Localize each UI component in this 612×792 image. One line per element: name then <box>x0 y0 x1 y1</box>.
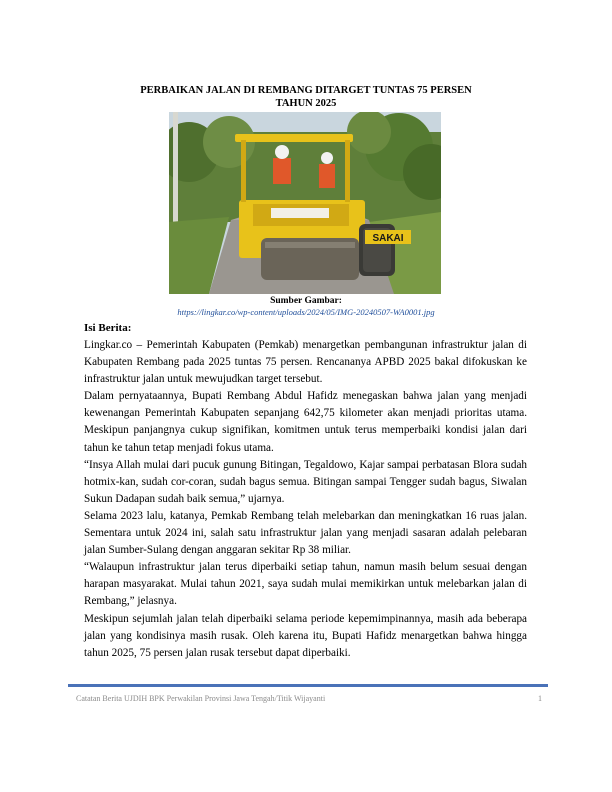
image-caption-label: Sumber Gambar: <box>270 296 342 306</box>
paragraph: Lingkar.co – Pemerintah Kabupaten (Pemkab) menargetkan pembangunan infrastruktur jalan di Kabupaten Rembang pada 2025 tuntas 75 persen. Rencananya APBD 2025 bakal difokuskan ke infrastruktur jalan untuk mewujudkan target tersebut. <box>84 339 527 386</box>
document-title <box>100 84 512 110</box>
footer-text: Catatan Berita UJDIH BPK Perwakilan Provinsi Jawa Tengah/Titik Wijayanti <box>76 694 326 703</box>
roller-brand-text: SAKAI <box>372 233 404 244</box>
paragraph: “Walaupun infrastruktur jalan terus diperbaiki setiap tahun, namun masih belum sesuai dengan harapan masyarakat. Mulai tahun 2021, saya sudah mulai memikirkan untuk melebarkan jalan di Rembang,” jelasnya. <box>84 561 527 608</box>
paragraph: Selama 2023 lalu, katanya, Pemkab Rembang telah melebarkan dan meningkatkan 16 ruas jalan. Sementara untuk 2024 ini, salah satu infrastruktur jalan yang menjadi sasaran adalah pelebaran jalan Sumber-Sulang dengan anggaran sekitar Rp 38 miliar. <box>84 509 527 557</box>
paragraph: Meskipun sejumlah jalan telah diperbaiki selama periode kepemimpinannya, masih ada beberapa jalan yang kondisinya masih rusak. Oleh karena itu, Bupati Hafidz menargetkan bahwa hingga tahun 2025, 75 persen jalan rusak tersebut dapat diperbaiki. <box>84 612 527 659</box>
image-caption-url[interactable]: https://lingkar.co/wp-content/uploads/2024/05/IMG-20240507-WA0001.jpg <box>177 307 435 317</box>
title-line-1: PERBAIKAN JALAN DI REMBANG DITARGET TUNTAS 75 PERSEN <box>140 85 472 96</box>
paragraph: Dalam pernyataannya, Bupati Rembang Abdul Hafidz menegaskan bahwa jalan yang menjadi kewenangan Pemerintah Kabupaten sepanjang 642,75 kilometer akan menjadi prioritas utama. Meskipun panjangnya cukup signifikan, komitmen untuk terus memperbaiki kondisi jalan dari tahun ke tahun tetap menjadi fokus utama. <box>84 390 527 454</box>
footer-divider <box>68 684 548 687</box>
paragraph: “Insya Allah mulai dari pucuk gunung Bitingan, Tegaldowo, Kajar sampai perbatasan Blora sudah hotmix-kan, sudah cor-coran, sudah bagus semua. Bitingan sampai Tengger sudah bagus, Siwalan Sukun Dadapan sudah baik semua,” ujarnya. <box>84 458 527 505</box>
news-photo <box>169 112 441 294</box>
page-footer <box>76 694 542 704</box>
title-line-2: TAHUN 2025 <box>275 98 337 109</box>
page-number: 1 <box>538 694 542 703</box>
section-label: Isi Berita: <box>84 322 132 334</box>
article-body <box>84 337 527 662</box>
